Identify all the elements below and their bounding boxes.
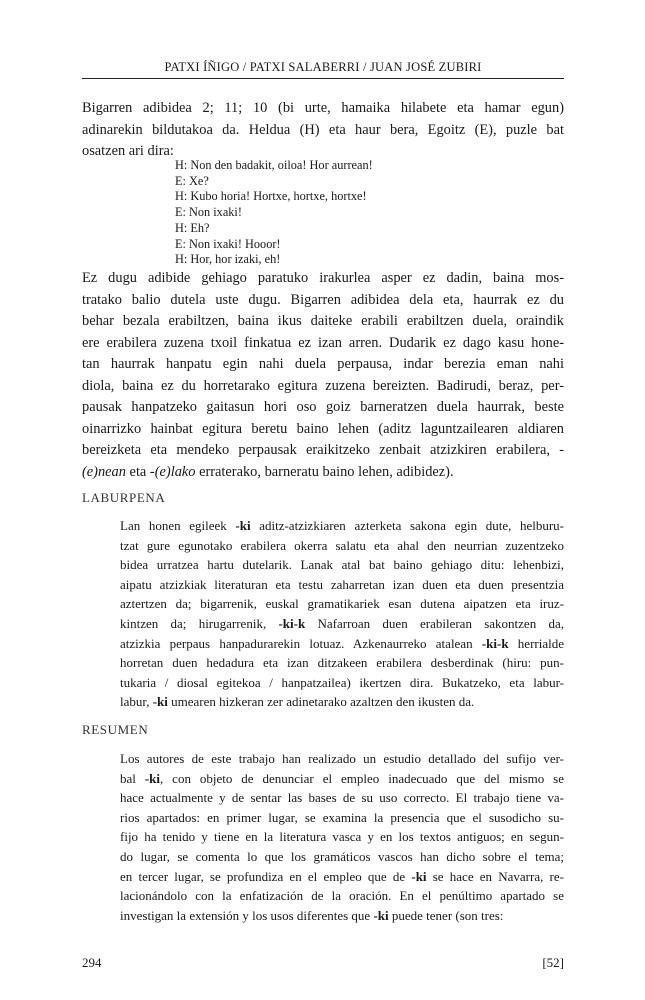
text-segment: erraterako, barneratu baino lehen, adibidez). [195,463,454,480]
dialog-line: H: Eh? [175,220,210,235]
dialog-line: H: Kubo horia! Hortxe, hortxe, hortxe! [175,189,367,204]
abstract-line [120,575,564,595]
text-segment: tukaria / diosal egitekoa / hanpatzailea) ikertzen dira. Bukatzeko, eta labur- [120,674,564,690]
body-line: Ez dugu adibide gehiago paratuko irakurlea asper ez dadin, baina mos- [82,270,564,286]
text-segment: do lugar, se comenta lo que los gramáticos vascos han dicho sobre el tema; [120,848,564,864]
text-segment: aztertzen da; bigarrenik, euskal gramatikariek esan dutena aipatzen eta iruz- [120,596,564,612]
suffix-enean: (e)nean [82,463,126,480]
text-segment: eta - [125,463,155,480]
suffix-elako: (e)lako [154,463,196,480]
text-segment: se hace en Navarra, re- [426,868,564,884]
suffix-ki: -ki [411,868,427,884]
abstract-line [120,769,564,789]
text-segment: horretan duen hedadura eta izan ditzakeen erabilera desberdinak (hiru: pun- [120,655,564,671]
intro-line: adinarekin bildutakoa da. Heldua (H) eta haur bera, Egoitz (E), puzle bat [82,121,564,138]
dialog-line: E: Non ixaki! Hooor! [175,236,281,251]
text-segment: investigan la extensión y los usos diferentes que [120,907,374,923]
text-segment: atzizkia perpaus hanpadurarekin lotuaz. Azkenaurreko atalean [120,635,482,651]
abstract-line [120,614,564,634]
text-segment: en tercer lugar, se profundiza en el empleo que de [120,868,412,884]
page-reference: [52] [542,955,564,970]
suffix-ki: -ki [235,518,251,533]
dialog-block [175,158,373,268]
text-segment: aipatu atzizkiak literaturan eta testu zaharretan izan duen eta duen presentzia [120,576,564,592]
resumen-title: RESUMEN [82,722,149,737]
dialog-line: E: Xe? [175,173,209,188]
text-segment: hace actualmente y de sentar las bases de su uso correcto. El trabajo tiene va- [120,790,564,806]
abstract-line [120,827,564,847]
laburpena-abstract [120,516,564,712]
body-paragraph [82,268,564,483]
abstract-line [120,516,564,536]
page-number: 294 [82,955,102,970]
text-segment: bidea urratzea hartu dutelarik. Lanak atal bat baino gehiago ditu: lehenbizi, [120,557,564,573]
abstract-line [120,555,564,575]
text-segment: fijo ha tenido y tiene en la literatura vasca y en los textos antiguos; en segun- [120,829,564,845]
text-segment: aditz-atzizkiaren azterketa sakona egin dute, helburu- [250,518,565,533]
intro-line: Bigarren adibidea 2; 11; 10 (bi urte, hamaika hilabete eta hamar egun) [82,100,564,116]
text-segment: Los autores de este trabajo han realizado un estudio detallado del sufijo ver- [120,751,564,766]
text-segment: Nafarroan duen erabileran sakontzen da, [305,615,564,631]
abstract-line [120,653,564,673]
suffix-ki: -ki [152,694,168,710]
text-segment: puede tener (son tres: [388,907,504,923]
body-line: bereizketa eta mendeko perpausak eraikitzeko zenbait atzizkiren erabilera, - [82,442,564,458]
abstract-line [120,634,564,654]
body-line: behar bezala erabiltzen, baina ikus daiteke erabili erabiltzen duela, oraindik [82,313,564,329]
body-line: pausak hanpatzeko gaitasun hori oso goiz barneratzen duela haurrak, beste [82,399,564,415]
abstract-line [120,808,564,828]
abstract-line [120,749,564,769]
text-segment: bal [120,770,145,786]
body-line: ere erabilera zuzena txoil finkatua ez izan arren. Dudarik ez dago kasu hone- [82,334,564,351]
abstract-line [120,692,564,712]
text-segment: , con objeto de denunciar el empleo inadecuado que del mismo se [160,770,565,786]
abstract-line [120,594,564,614]
abstract-line [120,847,564,867]
abstract-line [120,867,564,887]
text-segment: Lan honen egileek [120,518,236,533]
header-rule [82,78,564,79]
suffix-ki: -ki-k [481,635,509,651]
abstract-line [120,906,564,926]
suffix-ki: -ki [373,907,389,923]
text-segment: umearen hizkeran zer adinetarako azaltzen den ikusten da. [167,694,475,710]
text-segment: kintzen da; hirugarrenik, [120,615,279,631]
body-line: oinarrizko hainbat egitura beretu baino lehen (aditz laguntzailearen aldiaren [82,420,564,437]
body-last-line [82,462,564,484]
abstract-line [120,536,564,556]
text-segment: tzat gure egunotako erabilera okerra salatu eta ahal den neurrian zuzentzeko [120,537,564,553]
body-line: diola, baina ez du horretarako egitura zuzena bereizten. Badirudi, beraz, per- [82,377,564,394]
text-segment: rios apartados: en primer lugar, se examina la presencia que el susodicho su- [120,809,564,825]
laburpena-title: LABURPENA [82,490,166,505]
suffix-ki: -ki-k [278,615,306,631]
intro-line: osatzen ari dira: [82,143,174,159]
body-line: tratako balio dutela uste dugu. Bigarren adibidea dela eta, haurrak ez du [82,291,564,308]
running-header: PATXI ÍÑIGO / PATXI SALABERRI / JUAN JOSÉ ZUBIRI [164,60,482,74]
dialog-line: H: Non den badakit, oiloa! Hor aurrean! [175,158,373,172]
abstract-line [120,788,564,808]
resumen-abstract [120,749,564,925]
text-segment: lacionándolo con la enfatización de la oración. En el penúltimo apartado se [120,888,564,904]
suffix-ki: -ki [144,770,160,786]
text-segment: labur, [120,694,153,710]
body-line: tan haurrak hanpatu egin nahi duela perpausa, indar berezia eman nahi [82,356,564,372]
dialog-line: H: Hor, hor izaki, eh! [175,252,281,267]
dialog-line: E: Non ixaki! [175,205,242,220]
intro-paragraph [82,98,564,163]
text-segment: herrialde [508,635,564,651]
abstract-line [120,886,564,906]
abstract-line [120,673,564,693]
